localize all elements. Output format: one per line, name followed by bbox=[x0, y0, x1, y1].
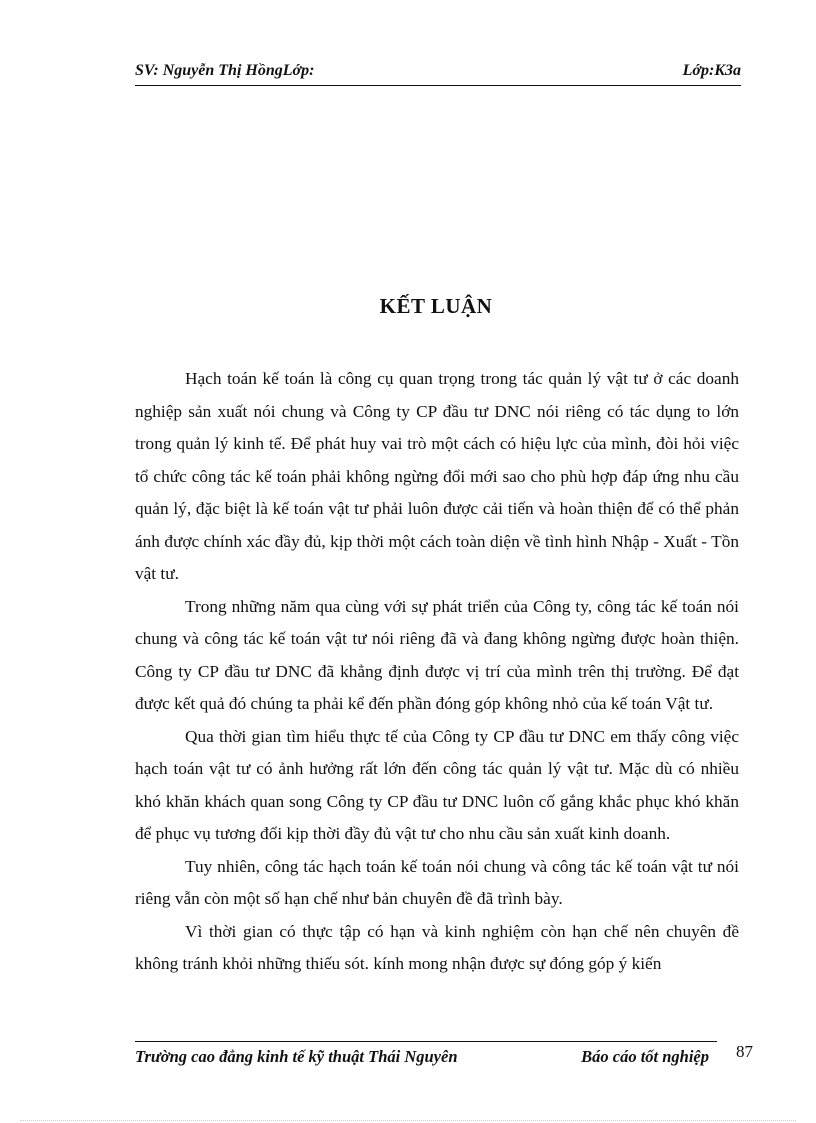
document-body bbox=[135, 363, 739, 981]
page-footer bbox=[135, 1041, 717, 1073]
footer-school: Trường cao đẳng kinh tế kỹ thuật Thái Nguyên bbox=[135, 1047, 458, 1066]
header-student: SV: Nguyễn Thị HồngLớp: bbox=[135, 62, 315, 79]
paragraph-3: Qua thời gian tìm hiểu thực tế của Công ty CP đầu tư DNC em thấy công việc hạch toán vật tư có ảnh hưởng rất lớn đến công tác quản lý vật tư. Mặc dù có nhiều khó khăn khách quan song Công ty CP đầu tư DNC luôn cố gắng khắc phục khó khăn để phục vụ tương đối kịp thời đầy đủ vật tư cho nhu cầu sản xuất kinh doanh. bbox=[135, 726, 739, 843]
paragraph-5: Vì thời gian có thực tập có hạn và kinh nghiệm còn hạn chế nên chuyên đề không tránh khỏi những thiếu sót. kính mong nhận được sự đóng góp ý kiến bbox=[135, 921, 739, 973]
page-number: 87 bbox=[736, 1042, 753, 1061]
paragraph-1: Hạch toán kế toán là công cụ quan trọng trong tác quản lý vật tư ở các doanh nghiệp sản xuất nói chung và Công ty CP đầu tư DNC nói riêng có tác dụng to lớn trong quản lý kinh tế. Để phát huy vai trò một cách có hiệu lực của mình, đòi hỏi việc tổ chức công tác kế toán phải không ngừng đổi mới sao cho phù hợp đáp ứng nhu cầu quản lý, đặc biệt là kế toán vật tư phải luôn được cải tiến và hoàn thiện để có thể phản ánh được chính xác đầy đủ, kịp thời một cách toàn diện về tình hình Nhập - Xuất - Tồn vật tư. bbox=[135, 369, 739, 583]
page-bottom-divider bbox=[20, 1120, 796, 1121]
header-class: Lớp:K3a bbox=[682, 62, 741, 79]
paragraph-4: Tuy nhiên, công tác hạch toán kế toán nói chung và công tác kế toán vật tư nói riêng vẫn còn một số hạn chế như bản chuyên đề đã trình bày. bbox=[135, 856, 739, 908]
page-title: KẾT LUẬN bbox=[379, 294, 493, 318]
paragraph-2: Trong những năm qua cùng với sự phát triển của Công ty, công tác kế toán nói chung và công tác kế toán vật tư nói riêng đã và đang không ngừng được hoàn thiện. Công ty CP đầu tư DNC đã khẳng định được vị trí của mình trên thị trường. Để đạt được kết quả đó chúng ta phải kể đến phần đóng góp không nhỏ của kế toán Vật tư. bbox=[135, 596, 739, 713]
footer-report: Báo cáo tốt nghiệp bbox=[581, 1047, 709, 1066]
page-header bbox=[135, 60, 741, 86]
